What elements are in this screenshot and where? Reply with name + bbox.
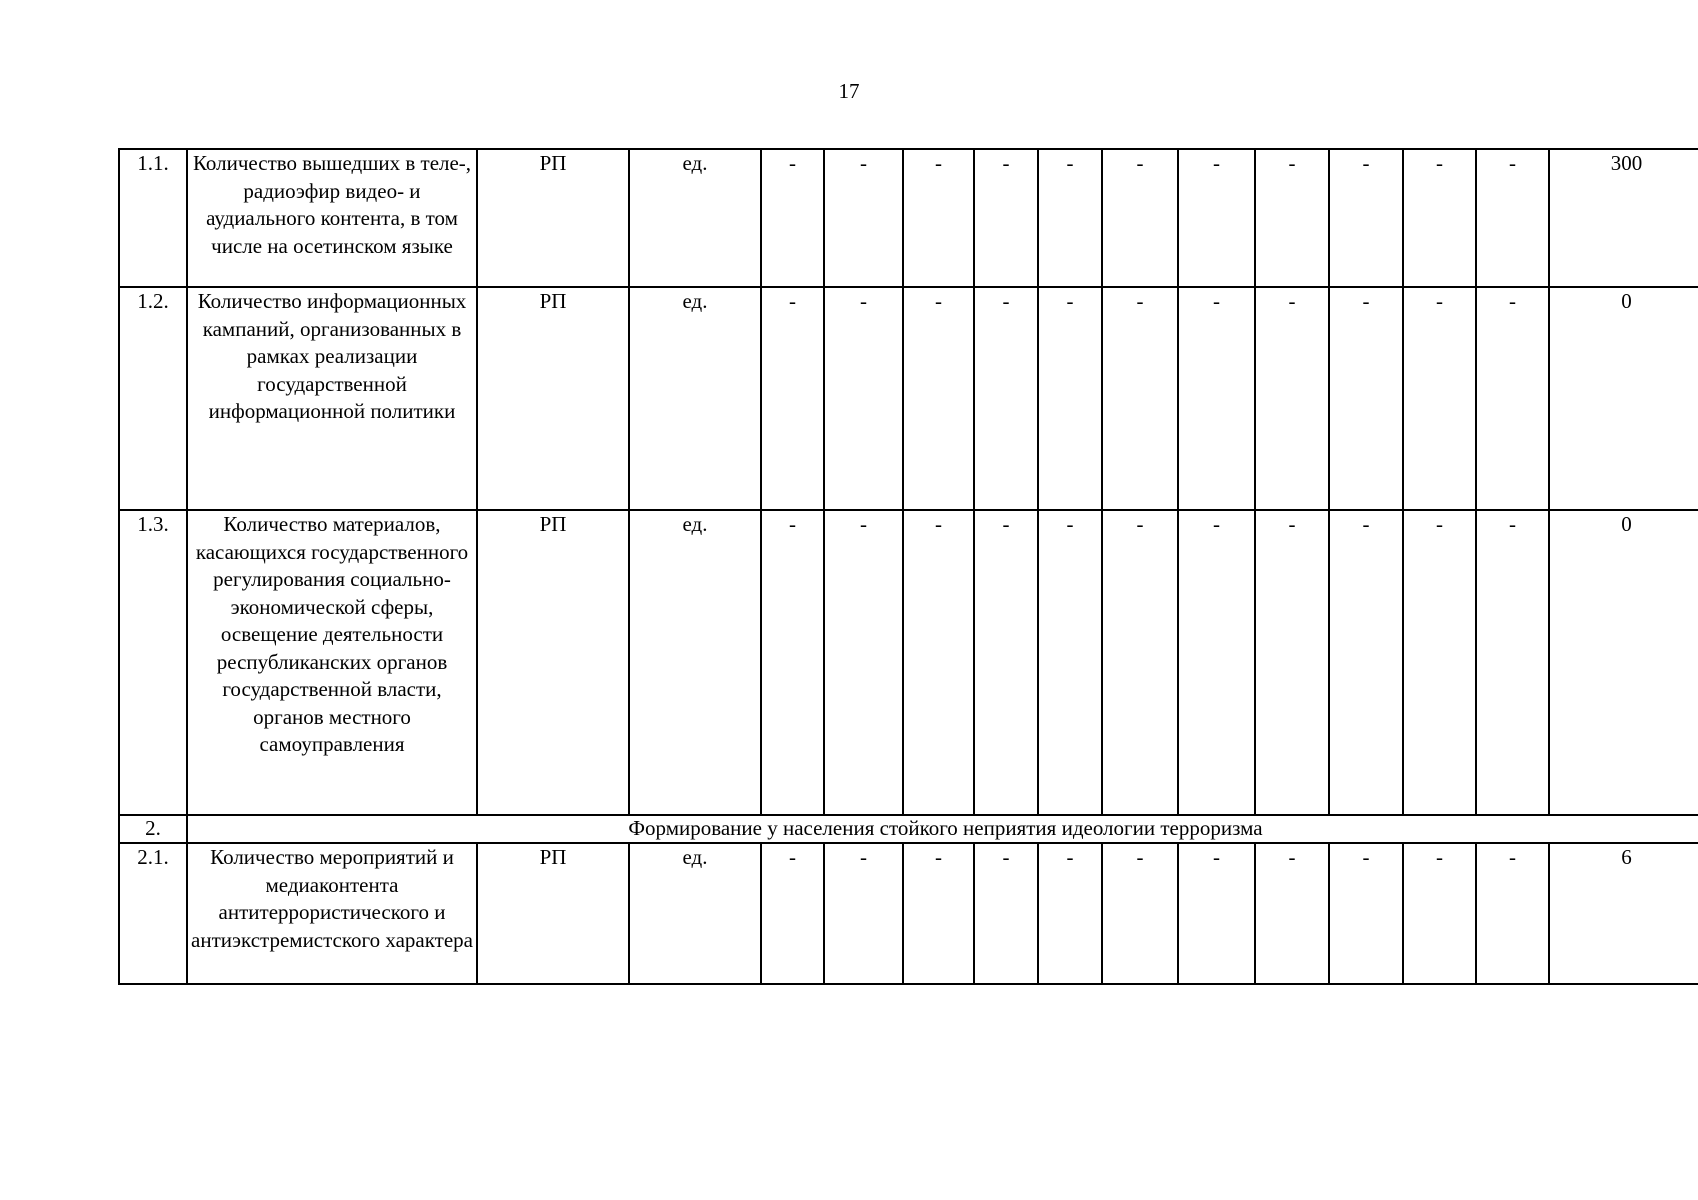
row-description: Количество вышедших в теле-, радиоэфир видео- и аудиального контента, в том числе на осетинском языке	[187, 149, 477, 287]
row-description: Количество материалов, касающихся государственного регулирования социально-экономической сферы, освещение деятельности республиканских органов государственной власти, органов местного самоуправления	[187, 510, 477, 815]
row-target: 0	[1549, 510, 1698, 815]
row-value: -	[1329, 843, 1403, 984]
row-value: -	[1255, 149, 1329, 287]
row-value: -	[1476, 510, 1549, 815]
row-value: -	[1476, 149, 1549, 287]
section-title: Формирование у населения стойкого неприятия идеологии терроризма	[187, 815, 1698, 843]
section-number: 2.	[119, 815, 187, 843]
row-source: РП	[477, 287, 629, 510]
row-value: -	[903, 149, 974, 287]
row-value: -	[1329, 149, 1403, 287]
row-source: РП	[477, 843, 629, 984]
row-source: РП	[477, 149, 629, 287]
row-value: -	[1476, 287, 1549, 510]
row-value: -	[1403, 149, 1476, 287]
row-description: Количество мероприятий и медиаконтента антитеррористического и антиэкстремистского характера	[187, 843, 477, 984]
row-value: -	[903, 287, 974, 510]
row-value: -	[1102, 843, 1178, 984]
row-value: -	[1329, 510, 1403, 815]
row-value: -	[1038, 287, 1102, 510]
row-target: 300	[1549, 149, 1698, 287]
row-number: 2.1.	[119, 843, 187, 984]
row-value: -	[1038, 510, 1102, 815]
row-unit: ед.	[629, 510, 761, 815]
row-number: 1.2.	[119, 287, 187, 510]
row-value: -	[761, 287, 824, 510]
row-value: -	[1403, 287, 1476, 510]
row-value: -	[1178, 149, 1255, 287]
row-description: Количество информационных кампаний, организованных в рамках реализации государственной информационной политики	[187, 287, 477, 510]
row-value: -	[761, 149, 824, 287]
row-value: -	[1102, 510, 1178, 815]
row-unit: ед.	[629, 149, 761, 287]
row-number: 1.3.	[119, 510, 187, 815]
row-target: 6	[1549, 843, 1698, 984]
row-value: -	[974, 510, 1038, 815]
row-value: -	[1476, 843, 1549, 984]
table-row	[119, 287, 1698, 510]
row-value: -	[824, 149, 903, 287]
row-value: -	[1403, 843, 1476, 984]
table-row	[119, 510, 1698, 815]
row-value: -	[824, 843, 903, 984]
row-value: -	[1329, 287, 1403, 510]
row-value: -	[1178, 287, 1255, 510]
row-unit: ед.	[629, 287, 761, 510]
row-unit: ед.	[629, 843, 761, 984]
row-value: -	[974, 149, 1038, 287]
row-value: -	[1255, 843, 1329, 984]
row-value: -	[1102, 149, 1178, 287]
row-value: -	[824, 287, 903, 510]
row-value: -	[1255, 510, 1329, 815]
indicators-table	[118, 148, 1698, 985]
row-value: -	[1403, 510, 1476, 815]
row-source: РП	[477, 510, 629, 815]
row-value: -	[903, 510, 974, 815]
row-value: -	[1178, 510, 1255, 815]
table-row	[119, 149, 1698, 287]
page-number: 17	[838, 79, 860, 103]
row-value: -	[761, 843, 824, 984]
section-row	[119, 815, 1698, 843]
row-value: -	[1178, 843, 1255, 984]
row-value: -	[1038, 149, 1102, 287]
row-value: -	[1038, 843, 1102, 984]
row-target: 0	[1549, 287, 1698, 510]
row-value: -	[974, 287, 1038, 510]
row-number: 1.1.	[119, 149, 187, 287]
row-value: -	[903, 843, 974, 984]
table-row	[119, 843, 1698, 984]
row-value: -	[1102, 287, 1178, 510]
row-value: -	[761, 510, 824, 815]
row-value: -	[824, 510, 903, 815]
row-value: -	[974, 843, 1038, 984]
row-value: -	[1255, 287, 1329, 510]
